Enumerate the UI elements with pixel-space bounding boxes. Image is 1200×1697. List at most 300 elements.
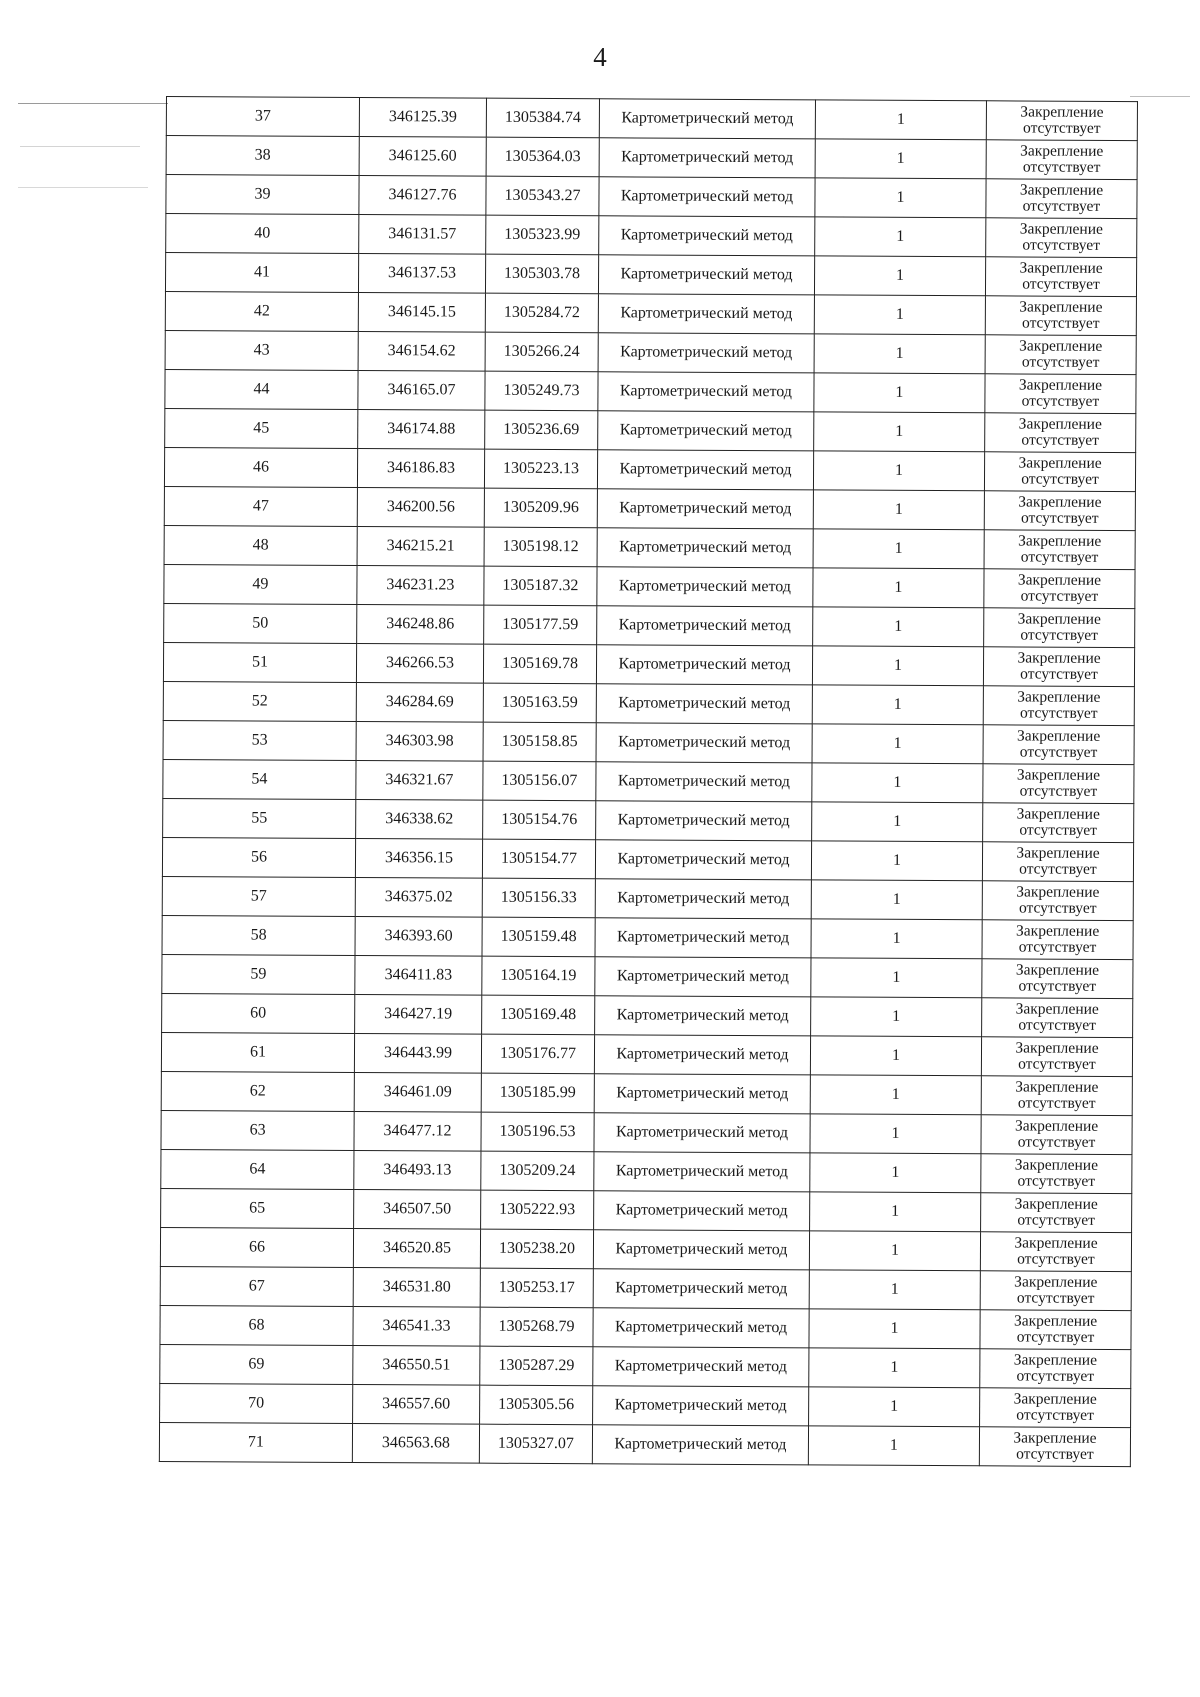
accuracy-cell: 1 bbox=[813, 490, 984, 530]
fixation-text-line: отсутствует bbox=[1021, 353, 1100, 371]
accuracy-cell: 1 bbox=[813, 529, 984, 569]
accuracy-cell: 1 bbox=[812, 724, 983, 764]
x-coordinate-cell: 346321.67 bbox=[356, 761, 483, 801]
method-cell: Картометрический метод bbox=[599, 99, 815, 139]
coordinates-table-body bbox=[159, 97, 1137, 1467]
y-coordinate-cell: 1305159.48 bbox=[482, 917, 595, 957]
fixation-text-line: отсутствует bbox=[1018, 938, 1097, 956]
table-row bbox=[161, 1188, 1132, 1232]
method-cell: Картометрический метод bbox=[593, 1230, 809, 1270]
point-number-cell: 65 bbox=[161, 1188, 354, 1228]
y-coordinate-cell: 1305384.74 bbox=[486, 98, 599, 138]
accuracy-cell: 1 bbox=[814, 412, 985, 452]
table-row bbox=[162, 837, 1133, 881]
table-row bbox=[166, 97, 1137, 141]
table-row bbox=[164, 447, 1135, 491]
method-cell: Картометрический метод bbox=[596, 684, 812, 724]
fixation-text-line: отсутствует bbox=[1022, 197, 1101, 215]
fixation-text-line: отсутствует bbox=[1020, 587, 1099, 605]
point-number-cell: 45 bbox=[165, 408, 358, 448]
accuracy-cell: 1 bbox=[811, 880, 982, 920]
point-number-cell: 37 bbox=[166, 97, 359, 137]
fixation-text-line: Закрепление bbox=[1013, 1390, 1097, 1408]
point-number-cell: 69 bbox=[160, 1344, 353, 1384]
method-cell: Картометрический метод bbox=[596, 723, 812, 763]
fixation-text-line: Закрепление bbox=[1015, 1000, 1099, 1018]
table-row bbox=[164, 564, 1135, 608]
y-coordinate-cell: 1305222.93 bbox=[481, 1190, 594, 1230]
point-number-cell: 59 bbox=[162, 954, 355, 994]
method-cell: Картометрический метод bbox=[597, 528, 813, 568]
fixation-cell bbox=[983, 764, 1134, 804]
fixation-cell bbox=[983, 803, 1134, 843]
fixation-text-line: Закрепление bbox=[1018, 493, 1102, 511]
y-coordinate-cell: 1305164.19 bbox=[482, 956, 595, 996]
fixation-text-line: Закрепление bbox=[1016, 883, 1100, 901]
accuracy-cell: 1 bbox=[809, 1387, 980, 1427]
fixation-text-line: Закрепление bbox=[1014, 1195, 1098, 1213]
method-cell: Картометрический метод bbox=[597, 567, 813, 607]
fixation-text-line: отсутствует bbox=[1016, 1289, 1095, 1307]
y-coordinate-cell: 1305236.69 bbox=[485, 410, 598, 450]
method-cell: Картометрический метод bbox=[597, 489, 813, 529]
x-coordinate-cell: 346557.60 bbox=[353, 1384, 480, 1424]
y-coordinate-cell: 1305253.17 bbox=[480, 1268, 593, 1308]
fixation-cell bbox=[981, 1154, 1132, 1194]
y-coordinate-cell: 1305156.07 bbox=[483, 761, 596, 801]
point-number-cell: 53 bbox=[163, 720, 356, 760]
accuracy-cell: 1 bbox=[814, 373, 985, 413]
fixation-cell bbox=[983, 725, 1134, 765]
fixation-text-line: отсутствует bbox=[1018, 899, 1097, 917]
fixation-text-line: отсутствует bbox=[1020, 509, 1099, 527]
fixation-text-line: отсутствует bbox=[1018, 977, 1097, 995]
y-coordinate-cell: 1305303.78 bbox=[485, 254, 598, 294]
x-coordinate-cell: 346137.53 bbox=[358, 254, 485, 294]
accuracy-cell: 1 bbox=[815, 217, 986, 257]
method-cell: Картометрический метод bbox=[599, 177, 815, 217]
point-number-cell: 63 bbox=[161, 1110, 354, 1150]
point-number-cell: 58 bbox=[162, 915, 355, 955]
accuracy-cell: 1 bbox=[809, 1270, 980, 1310]
point-number-cell: 55 bbox=[163, 798, 356, 838]
method-cell: Картометрический метод bbox=[598, 255, 814, 295]
y-coordinate-cell: 1305287.29 bbox=[480, 1346, 593, 1386]
table-row bbox=[165, 291, 1136, 335]
fixation-text-line: Закрепление bbox=[1020, 142, 1104, 160]
fixation-text-line: Закрепление bbox=[1019, 220, 1103, 238]
fixation-cell bbox=[985, 374, 1136, 414]
point-number-cell: 46 bbox=[164, 447, 357, 487]
fixation-text-line: Закрепление bbox=[1020, 103, 1104, 121]
method-cell: Картометрический метод bbox=[597, 606, 813, 646]
y-coordinate-cell: 1305163.59 bbox=[483, 683, 596, 723]
table-row bbox=[164, 603, 1135, 647]
x-coordinate-cell: 346461.09 bbox=[354, 1072, 481, 1112]
method-cell: Картометрический метод bbox=[594, 1035, 810, 1075]
fixation-cell bbox=[986, 140, 1137, 180]
y-coordinate-cell: 1305209.24 bbox=[481, 1151, 594, 1191]
x-coordinate-cell: 346550.51 bbox=[353, 1345, 480, 1385]
method-cell: Картометрический метод bbox=[593, 1269, 809, 1309]
accuracy-cell: 1 bbox=[814, 334, 985, 374]
accuracy-cell: 1 bbox=[813, 568, 984, 608]
fixation-cell bbox=[986, 179, 1137, 219]
fixation-text-line: отсутствует bbox=[1019, 821, 1097, 839]
table-row bbox=[160, 1344, 1131, 1388]
table-row bbox=[160, 1227, 1131, 1271]
x-coordinate-cell: 346493.13 bbox=[354, 1150, 481, 1190]
point-number-cell: 52 bbox=[163, 681, 356, 721]
x-coordinate-cell: 346356.15 bbox=[355, 839, 482, 879]
x-coordinate-cell: 346186.83 bbox=[357, 449, 484, 489]
fixation-cell bbox=[986, 101, 1137, 141]
page-number: 4 bbox=[593, 42, 607, 72]
y-coordinate-cell: 1305266.24 bbox=[485, 332, 598, 372]
fixation-cell bbox=[985, 257, 1136, 297]
y-coordinate-cell: 1305169.48 bbox=[482, 995, 595, 1035]
fixation-cell bbox=[985, 413, 1136, 453]
scan-artifact-line bbox=[18, 187, 148, 188]
fixation-text-line: отсутствует bbox=[1018, 1055, 1096, 1073]
fixation-text-line: отсутствует bbox=[1023, 119, 1101, 137]
x-coordinate-cell: 346127.76 bbox=[359, 176, 486, 216]
fixation-text-line: Закрепление bbox=[1013, 1351, 1098, 1369]
method-cell: Картометрический метод bbox=[593, 1308, 809, 1348]
x-coordinate-cell: 346248.86 bbox=[357, 605, 484, 645]
point-number-cell: 68 bbox=[160, 1305, 353, 1345]
y-coordinate-cell: 1305176.77 bbox=[481, 1034, 594, 1074]
fixation-cell bbox=[982, 881, 1133, 921]
fixation-cell bbox=[980, 1310, 1131, 1350]
accuracy-cell: 1 bbox=[815, 178, 986, 218]
x-coordinate-cell: 346200.56 bbox=[357, 488, 484, 528]
accuracy-cell: 1 bbox=[810, 1114, 981, 1154]
fixation-cell bbox=[980, 1232, 1131, 1272]
fixation-text-line: Закрепление bbox=[1018, 376, 1103, 394]
accuracy-cell: 1 bbox=[809, 1231, 980, 1271]
fixation-text-line: отсутствует bbox=[1017, 1133, 1096, 1151]
method-cell: Картометрический метод bbox=[599, 216, 815, 256]
table-row bbox=[165, 253, 1136, 297]
method-cell: Картометрический метод bbox=[596, 801, 812, 841]
fixation-text-line: отсутствует bbox=[1019, 782, 1098, 800]
table-row bbox=[165, 369, 1136, 413]
point-number-cell: 66 bbox=[160, 1227, 353, 1267]
accuracy-cell: 1 bbox=[808, 1426, 979, 1466]
table-row bbox=[163, 720, 1134, 764]
y-coordinate-cell: 1305305.56 bbox=[480, 1385, 593, 1425]
fixation-text-line: Закрепление bbox=[1014, 1156, 1099, 1174]
y-coordinate-cell: 1305154.77 bbox=[482, 839, 595, 879]
accuracy-cell: 1 bbox=[812, 763, 983, 803]
fixation-cell bbox=[984, 491, 1135, 531]
fixation-text-line: Закрепление bbox=[1016, 805, 1100, 823]
fixation-text-line: отсутствует bbox=[1018, 1016, 1096, 1034]
fixation-text-line: Закрепление bbox=[1017, 571, 1102, 589]
fixation-text-line: Закрепление bbox=[1014, 1234, 1098, 1252]
accuracy-cell: 1 bbox=[813, 451, 984, 491]
accuracy-cell: 1 bbox=[811, 958, 982, 998]
point-number-cell: 40 bbox=[166, 214, 359, 254]
x-coordinate-cell: 346338.62 bbox=[356, 800, 483, 840]
method-cell: Картометрический метод bbox=[595, 840, 811, 880]
table-row bbox=[160, 1266, 1131, 1310]
y-coordinate-cell: 1305158.85 bbox=[483, 722, 596, 762]
fixation-text-line: отсутствует bbox=[1022, 275, 1100, 293]
accuracy-cell: 1 bbox=[815, 139, 986, 179]
y-coordinate-cell: 1305223.13 bbox=[484, 449, 597, 489]
method-cell: Картометрический метод bbox=[593, 1386, 809, 1426]
y-coordinate-cell: 1305364.03 bbox=[486, 137, 599, 177]
table-row bbox=[160, 1383, 1131, 1427]
y-coordinate-cell: 1305187.32 bbox=[484, 566, 597, 606]
x-coordinate-cell: 346563.68 bbox=[352, 1423, 479, 1463]
table-row bbox=[164, 525, 1135, 569]
accuracy-cell: 1 bbox=[812, 646, 983, 686]
method-cell: Картометрический метод bbox=[595, 918, 811, 958]
fixation-text-line: Закрепление bbox=[1018, 532, 1102, 550]
fixation-cell bbox=[981, 1193, 1132, 1233]
table-row bbox=[163, 759, 1134, 803]
scan-artifact-line bbox=[20, 146, 140, 147]
table-row bbox=[162, 876, 1133, 920]
table-row bbox=[164, 486, 1135, 530]
point-number-cell: 44 bbox=[165, 369, 358, 409]
y-coordinate-cell: 1305327.07 bbox=[479, 1424, 592, 1464]
x-coordinate-cell: 346531.80 bbox=[353, 1267, 480, 1307]
y-coordinate-cell: 1305156.33 bbox=[482, 878, 595, 918]
fixation-text-line: отсутствует bbox=[1020, 626, 1098, 644]
point-number-cell: 47 bbox=[164, 486, 357, 526]
fixation-cell bbox=[984, 452, 1135, 492]
fixation-cell bbox=[981, 1076, 1132, 1116]
fixation-cell bbox=[982, 920, 1133, 960]
fixation-text-line: Закрепление bbox=[1019, 337, 1103, 355]
fixation-cell bbox=[983, 686, 1134, 726]
fixation-cell bbox=[980, 1349, 1131, 1389]
method-cell: Картометрический метод bbox=[595, 996, 811, 1036]
table-row bbox=[163, 798, 1134, 842]
x-coordinate-cell: 346131.57 bbox=[359, 215, 486, 255]
method-cell: Картометрический метод bbox=[596, 762, 812, 802]
point-number-cell: 62 bbox=[161, 1071, 354, 1111]
fixation-cell bbox=[980, 1388, 1131, 1428]
accuracy-cell: 1 bbox=[810, 1036, 981, 1076]
accuracy-cell: 1 bbox=[813, 607, 984, 647]
fixation-text-line: отсутствует bbox=[1020, 665, 1098, 683]
accuracy-cell: 1 bbox=[814, 256, 985, 296]
x-coordinate-cell: 346427.19 bbox=[355, 995, 482, 1035]
table-row bbox=[163, 642, 1134, 686]
table-row bbox=[161, 1110, 1132, 1154]
y-coordinate-cell: 1305343.27 bbox=[486, 176, 599, 216]
fixation-text-line: Закрепление bbox=[1017, 610, 1101, 628]
scan-artifact-line bbox=[1130, 96, 1190, 97]
fixation-cell bbox=[985, 335, 1136, 375]
accuracy-cell: 1 bbox=[811, 841, 982, 881]
x-coordinate-cell: 346303.98 bbox=[356, 722, 483, 762]
fixation-text-line: отсутствует bbox=[1016, 1328, 1095, 1346]
point-number-cell: 51 bbox=[163, 642, 356, 682]
table-row bbox=[166, 214, 1137, 258]
method-cell: Картометрический метод bbox=[598, 372, 814, 412]
fixation-text-line: Закрепление bbox=[1016, 922, 1100, 940]
x-coordinate-cell: 346477.12 bbox=[354, 1111, 481, 1151]
point-number-cell: 71 bbox=[159, 1422, 352, 1462]
fixation-cell bbox=[984, 608, 1135, 648]
method-cell: Картометрический метод bbox=[597, 450, 813, 490]
table-row bbox=[166, 136, 1137, 180]
x-coordinate-cell: 346507.50 bbox=[354, 1189, 481, 1229]
point-number-cell: 38 bbox=[166, 136, 359, 176]
x-coordinate-cell: 346174.88 bbox=[358, 410, 485, 450]
point-number-cell: 64 bbox=[161, 1149, 354, 1189]
method-cell: Картометрический метод bbox=[592, 1425, 808, 1465]
fixation-text-line: Закрепление bbox=[1014, 1117, 1099, 1135]
y-coordinate-cell: 1305284.72 bbox=[485, 293, 598, 333]
accuracy-cell: 1 bbox=[810, 1192, 981, 1232]
x-coordinate-cell: 346411.83 bbox=[355, 956, 482, 996]
point-number-cell: 70 bbox=[160, 1383, 353, 1423]
y-coordinate-cell: 1305169.78 bbox=[483, 644, 596, 684]
fixation-text-line: Закрепление bbox=[1015, 1078, 1099, 1096]
fixation-text-line: Закрепление bbox=[1013, 1429, 1097, 1447]
fixation-cell bbox=[986, 218, 1137, 258]
point-number-cell: 43 bbox=[165, 330, 358, 370]
fixation-cell bbox=[983, 647, 1134, 687]
x-coordinate-cell: 346443.99 bbox=[354, 1034, 481, 1074]
table-row bbox=[161, 1071, 1132, 1115]
fixation-text-line: Закрепление bbox=[1019, 259, 1103, 277]
table-row bbox=[159, 1422, 1130, 1466]
fixation-text-line: Закрепление bbox=[1013, 1312, 1098, 1330]
fixation-cell bbox=[982, 842, 1133, 882]
fixation-text-line: Закрепление bbox=[1019, 181, 1104, 199]
fixation-text-line: отсутствует bbox=[1016, 1445, 1094, 1463]
x-coordinate-cell: 346215.21 bbox=[357, 527, 484, 567]
fixation-cell bbox=[981, 1115, 1132, 1155]
point-number-cell: 41 bbox=[165, 253, 358, 293]
fixation-text-line: отсутствует bbox=[1017, 1250, 1095, 1268]
method-cell: Картометрический метод bbox=[598, 333, 814, 373]
table-row bbox=[162, 993, 1133, 1037]
scan-artifact-line bbox=[18, 103, 168, 104]
fixation-text-line: Закрепление bbox=[1016, 766, 1101, 784]
point-number-cell: 54 bbox=[163, 759, 356, 799]
method-cell: Картометрический метод bbox=[594, 1074, 810, 1114]
fixation-text-line: Закрепление bbox=[1018, 454, 1102, 472]
table-row bbox=[162, 954, 1133, 998]
x-coordinate-cell: 346393.60 bbox=[355, 917, 482, 957]
table-row bbox=[165, 330, 1136, 374]
y-coordinate-cell: 1305323.99 bbox=[486, 215, 599, 255]
table-row bbox=[166, 175, 1137, 219]
table-row bbox=[160, 1305, 1131, 1349]
method-cell: Картометрический метод bbox=[595, 957, 811, 997]
x-coordinate-cell: 346520.85 bbox=[353, 1228, 480, 1268]
point-number-cell: 57 bbox=[162, 876, 355, 916]
fixation-text-line: Закрепление bbox=[1014, 1273, 1098, 1291]
point-number-cell: 67 bbox=[160, 1266, 353, 1306]
fixation-text-line: отсутствует bbox=[1021, 470, 1099, 488]
point-number-cell: 61 bbox=[161, 1032, 354, 1072]
y-coordinate-cell: 1305177.59 bbox=[484, 605, 597, 645]
method-cell: Картометрический метод bbox=[599, 138, 815, 178]
table-row bbox=[165, 408, 1136, 452]
fixation-text-line: отсутствует bbox=[1017, 1211, 1095, 1229]
y-coordinate-cell: 1305185.99 bbox=[481, 1073, 594, 1113]
fixation-text-line: Закрепление bbox=[1017, 688, 1101, 706]
table-row bbox=[161, 1032, 1132, 1076]
accuracy-cell: 1 bbox=[812, 685, 983, 725]
x-coordinate-cell: 346375.02 bbox=[355, 878, 482, 918]
x-coordinate-cell: 346145.15 bbox=[358, 293, 485, 333]
accuracy-cell: 1 bbox=[811, 919, 982, 959]
fixation-text-line: отсутствует bbox=[1022, 236, 1101, 254]
accuracy-cell: 1 bbox=[810, 1153, 981, 1193]
method-cell: Картометрический метод bbox=[598, 411, 814, 451]
fixation-text-line: Закрепление bbox=[1015, 961, 1100, 979]
fixation-text-line: Закрепление bbox=[1018, 415, 1102, 433]
y-coordinate-cell: 1305154.76 bbox=[483, 800, 596, 840]
table-row bbox=[161, 1149, 1132, 1193]
fixation-text-line: Закрепление bbox=[1016, 844, 1100, 862]
fixation-text-line: отсутствует bbox=[1017, 1094, 1096, 1112]
fixation-cell bbox=[982, 959, 1133, 999]
method-cell: Картометрический метод bbox=[594, 1191, 810, 1231]
fixation-text-line: отсутствует bbox=[1017, 1172, 1096, 1190]
fixation-text-line: отсутствует bbox=[1019, 704, 1098, 722]
fixation-cell bbox=[980, 1271, 1131, 1311]
y-coordinate-cell: 1305196.53 bbox=[481, 1112, 594, 1152]
fixation-text-line: Закрепление bbox=[1019, 298, 1103, 316]
accuracy-cell: 1 bbox=[812, 802, 983, 842]
y-coordinate-cell: 1305238.20 bbox=[480, 1229, 593, 1269]
y-coordinate-cell: 1305268.79 bbox=[480, 1307, 593, 1347]
fixation-text-line: отсутствует bbox=[1022, 158, 1101, 176]
x-coordinate-cell: 346125.60 bbox=[359, 137, 486, 177]
fixation-cell bbox=[984, 530, 1135, 570]
fixation-text-line: отсутствует bbox=[1016, 1406, 1094, 1424]
x-coordinate-cell: 346541.33 bbox=[353, 1306, 480, 1346]
y-coordinate-cell: 1305198.12 bbox=[484, 527, 597, 567]
x-coordinate-cell: 346165.07 bbox=[358, 371, 485, 411]
point-number-cell: 56 bbox=[162, 837, 355, 877]
fixation-text-line: Закрепление bbox=[1017, 649, 1101, 667]
y-coordinate-cell: 1305209.96 bbox=[484, 488, 597, 528]
fixation-cell bbox=[985, 296, 1136, 336]
method-cell: Картометрический метод bbox=[596, 645, 812, 685]
fixation-text-line: отсутствует bbox=[1021, 392, 1100, 410]
x-coordinate-cell: 346231.23 bbox=[357, 566, 484, 606]
fixation-cell bbox=[984, 569, 1135, 609]
fixation-text-line: отсутствует bbox=[1021, 431, 1100, 449]
accuracy-cell: 1 bbox=[810, 1075, 981, 1115]
fixation-text-line: отсутствует bbox=[1020, 548, 1099, 566]
x-coordinate-cell: 346284.69 bbox=[356, 683, 483, 723]
x-coordinate-cell: 346154.62 bbox=[358, 332, 485, 372]
point-number-cell: 49 bbox=[164, 564, 357, 604]
method-cell: Картометрический метод bbox=[594, 1152, 810, 1192]
method-cell: Картометрический метод bbox=[598, 294, 814, 334]
point-number-cell: 50 bbox=[164, 603, 357, 643]
fixation-cell bbox=[979, 1427, 1130, 1467]
point-number-cell: 48 bbox=[164, 525, 357, 565]
accuracy-cell: 1 bbox=[815, 100, 986, 140]
fixation-cell bbox=[981, 1037, 1132, 1077]
method-cell: Картометрический метод bbox=[593, 1347, 809, 1387]
